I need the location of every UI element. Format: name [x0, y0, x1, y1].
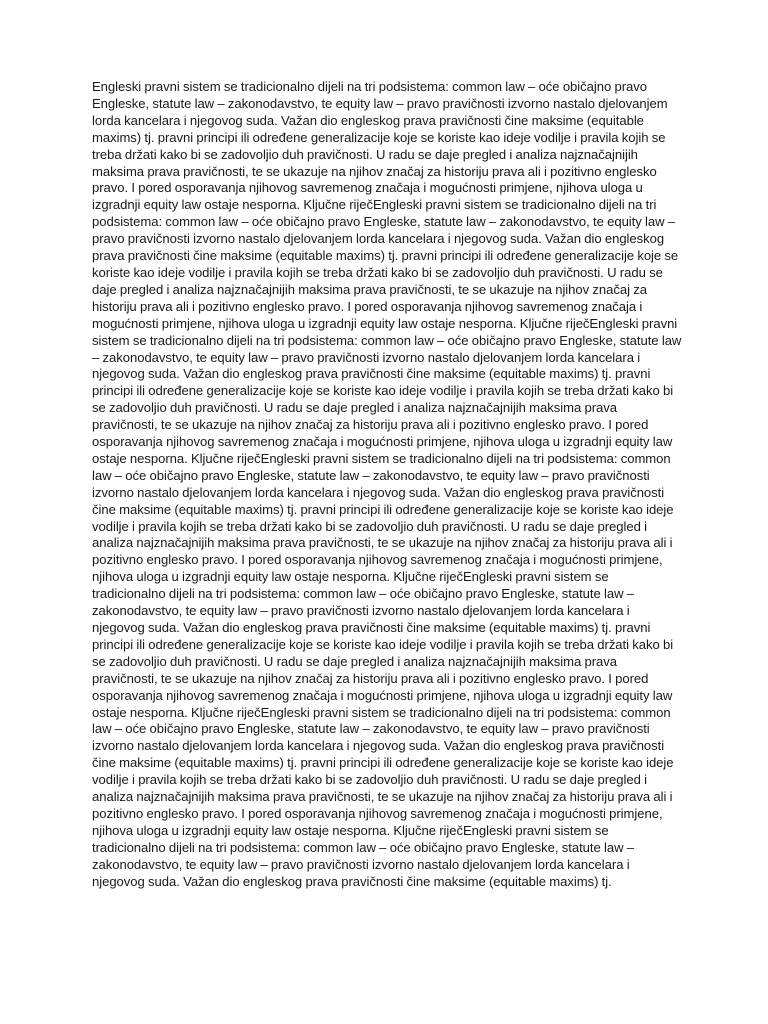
body-paragraph: Engleski pravni sistem se tradicionalno dijeli na tri podsistema: common law – oće običajno pravo Engleske, statute law – zakonodavstvo, te equity law – pravo pravičnosti izvorno nastalo djelovanjem lorda kancelara i njegovog suda. Važan dio engleskog prava pravičnosti čine maksime (equitable maxims) tj. pravni principi ili određene generalizacije koje se koriste kao ideje vodilje i pravila kojih se treba držati kako bi se zadovoljio duh pravičnosti. U radu se daje pregled i analiza najznačajnijih maksima prava pravičnosti, te se ukazuje na njihov značaj za historiju prava ali i pozitivno englesko pravo. I pored osporavanja njihovog savremenog značaja i mogućnosti primjene, njihova uloga u izgradnji equity law ostaje nesporna. Ključne riječEngleski pravni sistem se tradicionalno dijeli na tri podsistema: common law – oće običajno pravo Engleske, statute law – zakonodavstvo, te equity law – pravo pravičnosti izvorno nastalo djelovanjem lorda kancelara i njegovog suda. Važan dio engleskog prava pravičnosti čine maksime (equitable maxims) tj. pravni principi ili određene generalizacije koje se koriste kao ideje vodilje i pravila kojih se treba držati kako bi se zadovoljio duh pravičnosti. U radu se daje pregled i analiza najznačajnijih maksima prava pravičnosti, te se ukazuje na njihov značaj za historiju prava ali i pozitivno englesko pravo. I pored osporavanja njihovog savremenog značaja i mogućnosti primjene, njihova uloga u izgradnji equity law ostaje nesporna. Ključne riječEngleski pravni sistem se tradicionalno dijeli na tri podsistema: common law – oće običajno pravo Engleske, statute law – zakonodavstvo, te equity law – pravo pravičnosti izvorno nastalo djelovanjem lorda kancelara i njegovog suda. Važan dio engleskog prava pravičnosti čine maksime (equitable maxims) tj. pravni principi ili određene generalizacije koje se koriste kao ideje vodilje i pravila kojih se treba držati kako bi se zadovoljio duh pravičnosti. U radu se daje pregled i analiza najznačajnijih maksima prava pravičnosti, te se ukazuje na njihov značaj za historiju prava ali i pozitivno englesko pravo. I pored osporavanja njihovog savremenog značaja i mogućnosti primjene, njihova uloga u izgradnji equity law ostaje nesporna. Ključne riječEngleski pravni sistem se tradicionalno dijeli na tri podsistema: common law – oće običajno pravo Engleske, statute law – zakonodavstvo, te equity law – pravo pravičnosti izvorno nastalo djelovanjem lorda kancelara i njegovog suda. Važan dio engleskog prava pravičnosti čine maksime (equitable maxims) tj. pravni principi ili određene generalizacije koje se koriste kao ideje vodilje i pravila kojih se treba držati kako bi se zadovoljio duh pravičnosti. U radu se daje pregled i analiza najznačajnijih maksima prava pravičnosti, te se ukazuje na njihov značaj za historiju prava ali i pozitivno englesko pravo. I pored osporavanja njihovog savremenog značaja i mogućnosti primjene, njihova uloga u izgradnji equity law ostaje nesporna. Ključne riječEngleski pravni sistem se tradicionalno dijeli na tri podsistema: common law – oće običajno pravo Engleske, statute law – zakonodavstvo, te equity law – pravo pravičnosti izvorno nastalo djelovanjem lorda kancelara i njegovog suda. Važan dio engleskog prava pravičnosti čine maksime (equitable maxims) tj. pravni principi ili određene generalizacije koje se koriste kao ideje vodilje i pravila kojih se treba držati kako bi se zadovoljio duh pravičnosti. U radu se daje pregled i analiza najznačajnijih maksima prava pravičnosti, te se ukazuje na njihov značaj za historiju prava ali i pozitivno englesko pravo. I pored osporavanja njihovog savremenog značaja i mogućnosti primjene, njihova uloga u izgradnji equity law ostaje nesporna. Ključne riječEngleski pravni sistem se tradicionalno dijeli na tri podsistema: common law – oće običajno pravo Engleske, statute law – zakonodavstvo, te equity law – pravo pravičnosti izvorno nastalo djelovanjem lorda kancelara i njegovog suda. Važan dio engleskog prava pravičnosti čine maksime (equitable maxims) tj. pravni principi ili određene generalizacije koje se koriste kao ideje vodilje i pravila kojih se treba držati kako bi se zadovoljio duh pravičnosti. U radu se daje pregled i analiza najznačajnijih maksima prava pravičnosti, te se ukazuje na njihov značaj za historiju prava ali i pozitivno englesko pravo. I pored osporavanja njihovog savremenog značaja i mogućnosti primjene, njihova uloga u izgradnji equity law ostaje nesporna. Ključne riječEngleski pravni sistem se tradicionalno dijeli na tri podsistema: common law – oće običajno pravo Engleske, statute law – zakonodavstvo, te equity law – pravo pravičnosti izvorno nastalo djelovanjem lorda kancelara i njegovog suda. Važan dio engleskog prava pravičnosti čine maksime (equitable maxims) tj.: [92, 79, 682, 889]
